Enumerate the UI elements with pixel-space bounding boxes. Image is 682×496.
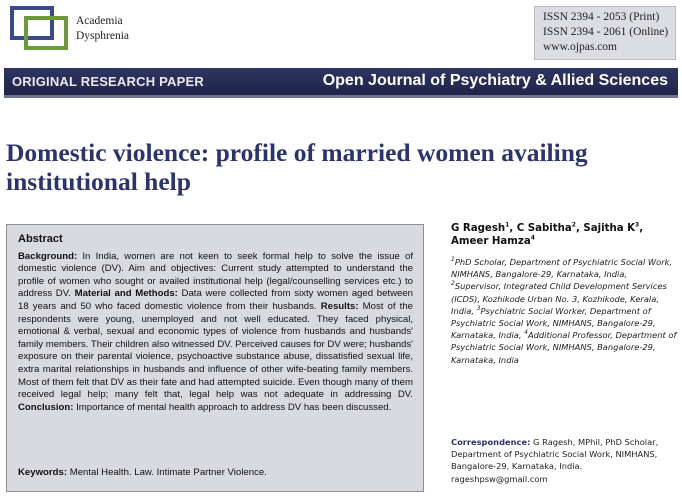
affil-3-sup: 3 [476, 305, 481, 313]
author-4-sup: 4 [530, 234, 535, 242]
publisher-line-2: Dysphrenia [76, 30, 130, 42]
issn-print: ISSN 2394 - 2053 (Print) [543, 11, 660, 23]
logo-square-green [24, 16, 68, 50]
author-3-sup: 3 [635, 221, 640, 229]
keywords-text: Mental Health. Law. Intimate Partner Violence. [67, 467, 267, 478]
affil-4-sup: 4 [524, 329, 528, 337]
conclusion-text: Importance of mental health approach to address DV has been discussed. [73, 401, 392, 413]
affil-1-sup: 1 [451, 256, 455, 264]
correspondence-label: Correspondence: [451, 437, 531, 447]
publisher-name [76, 14, 129, 44]
results-text: Most of the respondents were young, unemployed and not well educated. They faced physical, emotional & verbal, sexual and economic types of violence from husbands and husbands' family members. Their children also witnessed DV. Perceived causes for DV were; husbands' exposure on their parental violence, psychoactive substance abuse, dissatisfied sexual life, extra marital relationships in husbands and influence of other wife-beating family members. Most of them felt that DV as their fate and had attempted suicide. Even though many of them received legal help; many felt that, legal help was not adequate in addressing DV. [18, 300, 413, 401]
author-1-sup: 1 [505, 221, 510, 229]
methods-text: Data were collected from sixty women aged between 18 years and 50 who faced domestic violence from their husbands. [18, 288, 414, 312]
author-1: G Ragesh [451, 223, 506, 234]
affil-1: PhD Scholar, Department of Psychiatric Social Work, NIMHANS, Bangalore-29, Karnataka, India, [451, 257, 673, 280]
background-text: In India, women are not keen to seek formal help to solve the issue of domestic violence (DV). Aim and objectives: Current study attempted to understand the profile of women who sought or availed institutional help (legal/counselling services etc.) to address DV. [18, 250, 413, 300]
affil-4: Additional Professor, Department of Psychiatric Social Work, NIMHANS, Bangalore-29, Karnataka, India [451, 330, 677, 365]
conclusion-label: Conclusion: [18, 401, 74, 413]
title-line-1: Domestic violence: profile of married women availing [6, 138, 588, 167]
results-label: Results: [320, 300, 359, 312]
header-banner [4, 68, 678, 98]
author-sep: , [639, 223, 644, 234]
author-2-sup: 2 [571, 221, 576, 229]
issn-box [534, 6, 676, 60]
abstract-box [6, 224, 424, 492]
issn-online: ISSN 2394 - 2061 (Online) [543, 26, 669, 38]
author-2: , C Sabitha [509, 223, 572, 234]
affiliations [451, 256, 679, 366]
article-title [6, 138, 678, 196]
author-4: Ameer Hamza [451, 236, 531, 247]
author-list [451, 222, 676, 248]
author-line-1 [451, 222, 676, 235]
publisher-line-1: Academia [76, 15, 123, 27]
abstract-body [18, 251, 413, 415]
keywords [18, 467, 267, 480]
affil-3: Psychiatric Social Worker, Department of Psychiatric Social Work, NIMHANS, Bangalore-29, Karnataka, India, [451, 305, 656, 341]
journal-name: Open Journal of Psychiatry & Allied Sciences [322, 72, 668, 89]
journal-url[interactable]: www.ojpas.com [543, 41, 617, 53]
journal-logo [10, 6, 72, 50]
correspondence [451, 436, 679, 485]
methods-label: Material and Methods: [74, 288, 178, 300]
article-type: ORIGINAL RESEARCH PAPER [12, 74, 204, 89]
background-label: Background: [18, 250, 78, 262]
keywords-label: Keywords: [18, 467, 68, 478]
author-3: , Sajitha K [575, 223, 636, 234]
author-line-2 [451, 235, 676, 248]
affil-2-sup: 2 [451, 280, 455, 288]
correspondence-text: G Ragesh, MPhil, PhD Scholar, Department of Psychiatric Social Work, NIMHANS, Bangalore-29, Karnataka, India. rageshpsw@gmail.com [451, 437, 659, 484]
abstract-heading: Abstract [18, 233, 63, 245]
affil-2: Supervisor, Integrated Child Development Services (ICDS), Kozhikode Urban No. 3, Kozhikode, Kerala, India, [451, 281, 667, 316]
title-line-2: institutional help [6, 167, 191, 196]
